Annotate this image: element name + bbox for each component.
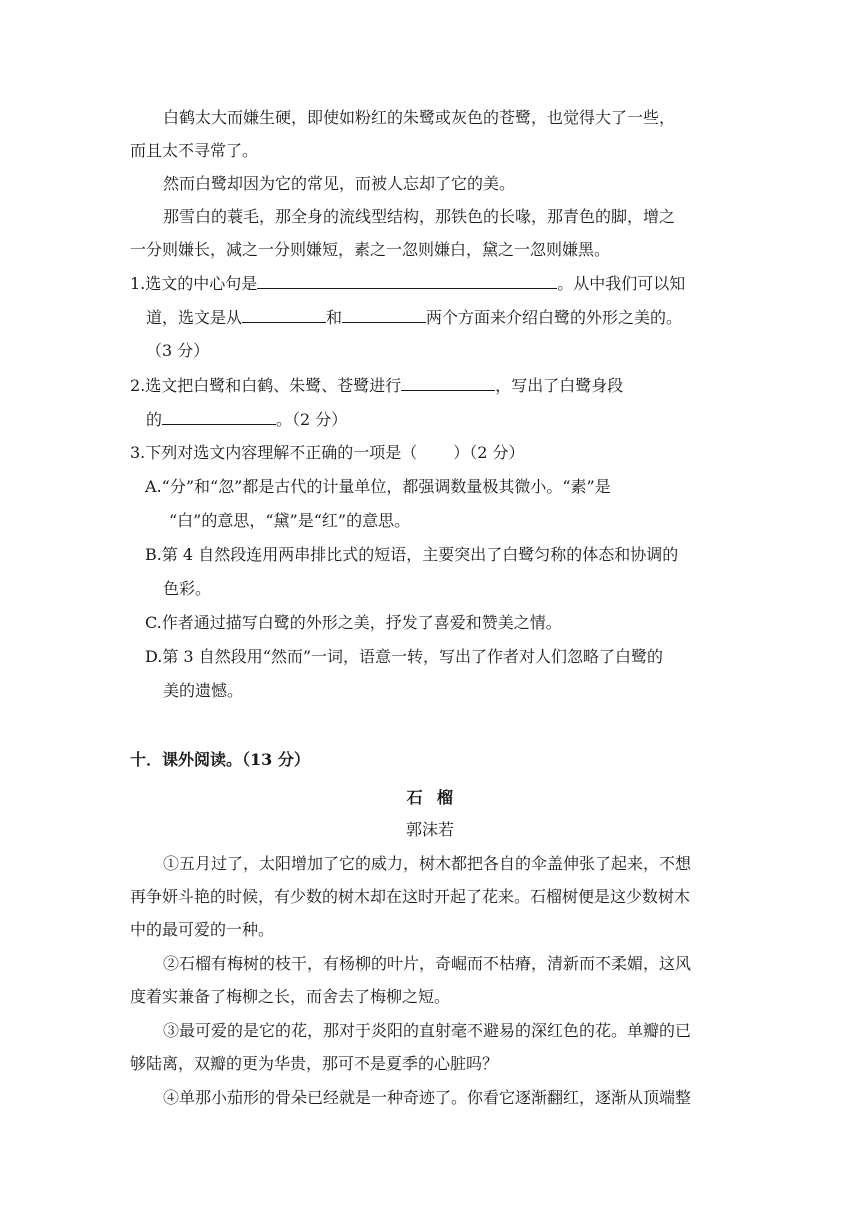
article-paragraph: 中的最可爱的一种。 <box>130 920 275 939</box>
answer-blank[interactable] <box>257 272 557 289</box>
question-text: ）（2 分） <box>453 443 525 462</box>
question-text: 的 <box>146 410 163 429</box>
passage-line: 然而白鹭却因为它的常见，而被人忘却了它的美。 <box>163 174 516 193</box>
passage-line: 白鹤太大而嫌生硬，即使如粉红的朱鹭或灰色的苍鹭，也觉得大了一些， <box>163 108 676 127</box>
article-paragraph: ④单那小茄形的骨朵已经就是一种奇迹了。你看它逐渐翻红，逐渐从顶端整 <box>163 1088 692 1107</box>
question-text: 2.选文把白鹭和白鹤、朱鹭、苍鹭进行 <box>130 376 402 395</box>
option-a-cont: “白”的意思，“黛”是“红”的意思。 <box>169 511 411 530</box>
question-text: ，写出了白鹭身段 <box>495 376 624 395</box>
option-b-cont: 色彩。 <box>163 579 212 598</box>
question-text: 和 <box>326 308 343 327</box>
question-2-line2 <box>146 408 347 431</box>
section-heading: 十．课外阅读。（13 分） <box>130 750 310 769</box>
answer-blank[interactable] <box>342 306 426 323</box>
option-d: D.第 3 自然段用“然而”一词，语意一转，写出了作者对人们忽略了白鹭的 <box>145 647 664 666</box>
question-1-line2 <box>146 306 682 329</box>
article-paragraph: 够陆离，双瓣的更为华贵，那可不是夏季的心脏吗？ <box>130 1054 499 1073</box>
article-paragraph: ①五月过了，太阳增加了它的威力，树木都把各自的伞盖伸张了起来，不想 <box>163 854 692 873</box>
article-paragraph: ②石榴有梅树的枝干，有杨柳的叶片，奇崛而不枯瘠，清新而不柔媚，这风 <box>163 954 692 973</box>
passage-line: 而且太不寻常了。 <box>130 141 259 160</box>
article-author: 郭沫若 <box>405 820 454 839</box>
passage-line: 一分则嫌长，减之一分则嫌短，素之一忽则嫌白，黛之一忽则嫌黑。 <box>130 240 611 259</box>
question-3 <box>130 442 525 464</box>
passage-line: 那雪白的蓑毛，那全身的流线型结构，那铁色的长喙，那青色的脚，增之 <box>163 207 676 226</box>
article-paragraph: 再争妍斗艳的时候，有少数的树木却在这时开起了花来。石榴树便是这少数树木 <box>130 887 691 906</box>
question-text: 3.下列对选文内容理解不正确的一项是（ <box>130 443 418 462</box>
question-text: 两个方面来介绍白鹭的外形之美的。 <box>426 308 683 327</box>
question-text: 。从中我们可以知 <box>557 274 686 293</box>
option-d-cont: 美的遗憾。 <box>163 681 244 700</box>
question-2 <box>130 374 623 397</box>
question-score: （3 分） <box>146 341 210 360</box>
option-a: A.“分”和“忽”都是古代的计量单位，都强调数量极其微小。“素”是 <box>145 477 611 496</box>
article-paragraph: 度着实兼备了梅柳之长，而舍去了梅柳之短。 <box>130 987 451 1006</box>
option-c: C.作者通过描写白鹭的外形之美，抒发了喜爱和赞美之情。 <box>145 613 562 632</box>
article-paragraph: ③最可爱的是它的花，那对于炎阳的直射毫不避易的深红色的花。单瓣的已 <box>163 1021 692 1040</box>
question-text: 。（2 分） <box>276 410 348 429</box>
article-title: 石榴 <box>406 788 468 807</box>
answer-blank[interactable] <box>401 374 495 391</box>
question-text: 道，选文是从 <box>146 308 243 327</box>
option-b: B.第 4 自然段连用两串排比式的短语，主要突出了白鹭匀称的体态和协调的 <box>145 545 679 564</box>
question-text: 1.选文的中心句是 <box>130 274 258 293</box>
answer-blank[interactable] <box>162 408 276 425</box>
question-1 <box>130 272 685 295</box>
answer-blank[interactable] <box>242 306 326 323</box>
